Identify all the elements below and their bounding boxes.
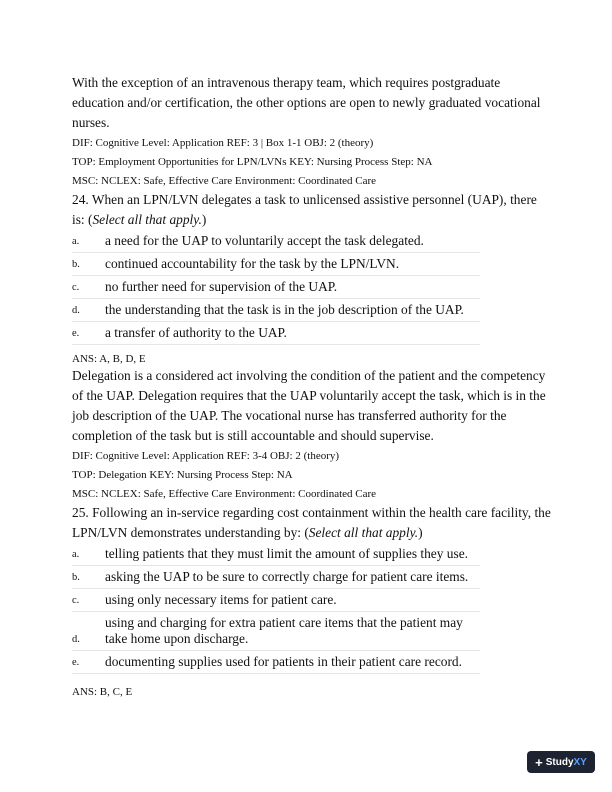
option-text: asking the UAP to be sure to correctly charge for patient care items. [105, 569, 469, 584]
q25-option-e [72, 651, 480, 674]
q25-option-a [72, 543, 480, 566]
option-letter: b. [72, 572, 80, 583]
plus-icon: + [535, 754, 543, 770]
q23-explanation: With the exception of an intravenous therapy team, which requires postgraduate education and/or certification, the other options are open to newly graduated vocational nurses. [72, 75, 541, 130]
q25-answer: ANS: B, C, E [72, 686, 133, 698]
q24-option-e [72, 322, 480, 345]
option-letter: a. [72, 549, 80, 560]
q24-dif: DIF: Cognitive Level: Application REF: 3-4 OBJ: 2 (theory) [72, 450, 340, 462]
q24-option-b [72, 253, 480, 276]
q24-option-d [72, 299, 480, 322]
option-letter: c. [72, 282, 80, 293]
q24-option-c [72, 276, 480, 299]
option-letter: d. [72, 634, 80, 645]
option-letter: b. [72, 259, 80, 270]
option-letter: d. [72, 305, 80, 316]
q25-stem-select-note: Select all that apply. [308, 525, 419, 540]
q24-options [72, 230, 480, 345]
option-text: using only necessary items for patient care. [105, 592, 337, 607]
q23-dif: DIF: Cognitive Level: Application REF: 3 | Box 1-1 OBJ: 2 (theory) [72, 137, 374, 149]
q24-explanation: Delegation is a considered act involving the condition of the patient and the competency of the UAP. Delegation requires that the UAP voluntarily accept the task, which is in the job description of the UAP. The vocational nurse has transferred authority for the completion of the task but is still accountable and should supervise. [72, 368, 546, 443]
q24-answer: ANS: A, B, D, E [72, 353, 146, 365]
option-text: documenting supplies used for patients in their patient care record. [105, 654, 462, 669]
option-text: telling patients that they must limit the amount of supplies they use. [105, 546, 468, 561]
document-page [72, 73, 552, 699]
option-letter: c. [72, 595, 80, 606]
badge-brand-accent: XY [573, 756, 587, 768]
option-text: using and charging for extra patient care items that the patient may take home upon discharge. [105, 615, 463, 646]
q24-stem-text: 24. When an LPN/LVN delegates a task to unlicensed assistive personnel (UAP), there is: ( [72, 192, 537, 227]
option-text: no further need for supervision of the UAP. [105, 279, 338, 294]
option-text: a transfer of authority to the UAP. [105, 325, 287, 340]
studyxy-badge[interactable] [527, 751, 595, 773]
q25-stem-text: 25. Following an in-service regarding cost containment within the health care facility, the LPN/LVN demonstrates understanding by: ( [72, 505, 551, 540]
q25-stem [72, 503, 552, 543]
option-text: a need for the UAP to voluntarily accept the task delegated. [105, 233, 424, 248]
q23-topic: TOP: Employment Opportunities for LPN/LVNs KEY: Nursing Process Step: NA [72, 156, 433, 168]
q23-msc: MSC: NCLEX: Safe, Effective Care Environment: Coordinated Care [72, 175, 377, 187]
badge-brand-main: Study [545, 756, 574, 768]
option-letter: e. [72, 328, 80, 339]
q24-stem-select-note: Select all that apply. [92, 212, 202, 227]
q24-stem [72, 190, 552, 230]
option-text: continued accountability for the task by the LPN/LVN. [105, 256, 400, 271]
q24-msc: MSC: NCLEX: Safe, Effective Care Environment: Coordinated Care [72, 488, 377, 500]
q25-options [72, 543, 480, 674]
option-letter: e. [72, 657, 80, 668]
q24-stem-end: ) [201, 212, 207, 227]
q25-stem-end: ) [418, 525, 423, 540]
q25-option-b [72, 566, 480, 589]
q24-topic: TOP: Delegation KEY: Nursing Process Step: NA [72, 469, 293, 481]
option-text: the understanding that the task is in the job description of the UAP. [105, 302, 464, 317]
q25-option-c [72, 589, 480, 612]
q25-option-d [72, 612, 480, 651]
option-letter: a. [72, 236, 80, 247]
q24-option-a [72, 230, 480, 253]
